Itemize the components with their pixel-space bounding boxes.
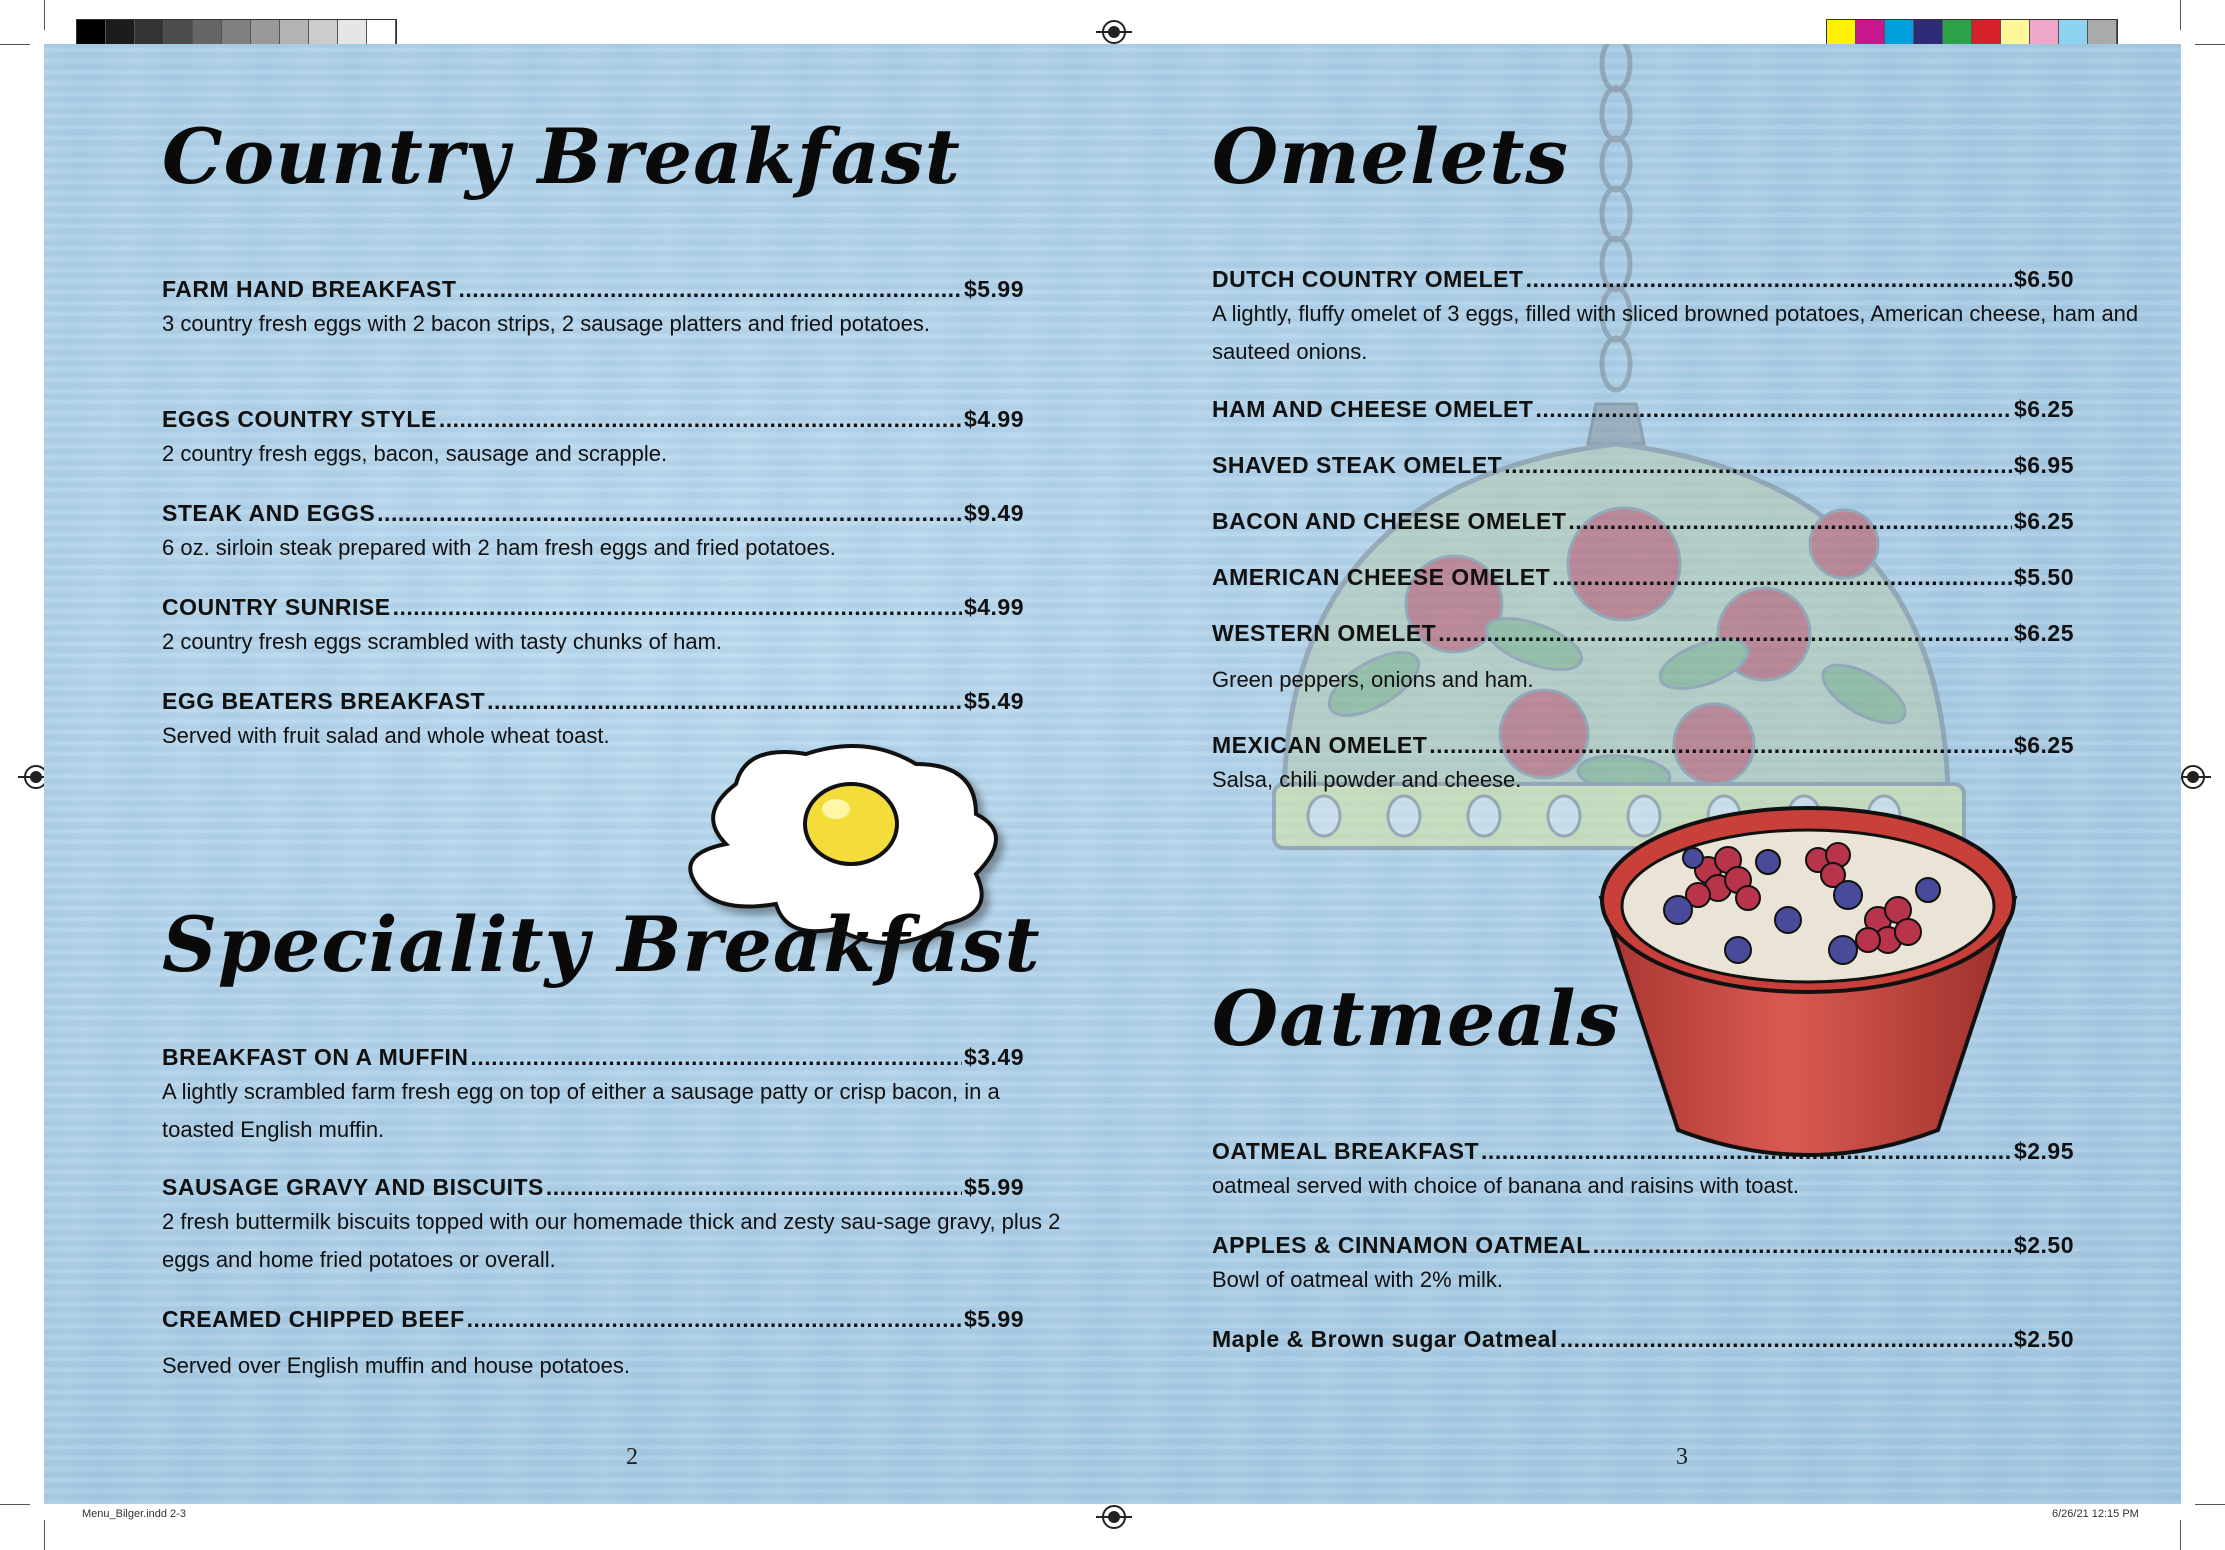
item-price: $2.95 <box>2013 1138 2074 1164</box>
file-slug: Menu_Bilger.indd 2-3 <box>82 1508 186 1520</box>
crop-mark <box>2195 44 2225 45</box>
dot-leader <box>1560 1326 2012 1353</box>
item-description: 2 fresh buttermilk biscuits topped with our homemade thick and zesty sau-sage gravy, plus 2 eggs and home fried potatoes or overall. <box>162 1209 1061 1272</box>
item-description: A lightly scrambled farm fresh egg on top of either a sausage patty or crisp bacon, in a toasted English muffin. <box>162 1079 1000 1142</box>
menu-item <box>1212 732 2074 799</box>
dot-leader <box>458 276 961 303</box>
dot-leader <box>471 1044 962 1071</box>
dot-leader <box>1429 732 2012 759</box>
menu-item <box>1212 564 2074 591</box>
dot-leader <box>1568 508 2012 535</box>
menu-item <box>162 1174 1061 1279</box>
page-number: 3 <box>1676 1444 1688 1470</box>
registration-mark <box>2181 765 2205 789</box>
menu-item <box>1212 1326 2074 1353</box>
item-price: $3.49 <box>963 1044 1024 1070</box>
dot-leader <box>1504 452 2012 479</box>
item-name: BREAKFAST ON A MUFFIN <box>162 1044 469 1070</box>
crop-mark <box>2180 0 2181 30</box>
crop-mark <box>0 44 30 45</box>
menu-item <box>1212 508 2074 535</box>
dot-leader <box>487 688 962 715</box>
page-number: 2 <box>626 1444 638 1470</box>
item-name: SAUSAGE GRAVY AND BISCUITS <box>162 1174 544 1200</box>
crop-mark <box>0 1504 30 1505</box>
crop-mark <box>2195 1504 2225 1505</box>
item-price: $6.25 <box>2013 508 2074 534</box>
item-name: DUTCH COUNTRY OMELET <box>1212 266 1524 292</box>
menu-item <box>162 276 1024 343</box>
dot-leader <box>1535 396 2011 423</box>
item-name: Maple & Brown sugar Oatmeal <box>1212 1326 1558 1352</box>
menu-item <box>1212 396 2074 423</box>
item-name: CREAMED CHIPPED BEEF <box>162 1306 465 1332</box>
dot-leader <box>467 1306 962 1333</box>
item-description: 2 country fresh eggs scrambled with tasty chunks of ham. <box>162 629 723 654</box>
dot-leader <box>1526 266 2012 293</box>
item-price: $5.50 <box>2013 564 2074 590</box>
item-description: 2 country fresh eggs, bacon, sausage and scrapple. <box>162 441 668 466</box>
item-description: 3 country fresh eggs with 2 bacon strips, 2 sausage platters and fried potatoes. <box>162 311 931 336</box>
item-description: Served over English muffin and house potatoes. <box>162 1353 631 1378</box>
menu-spread <box>44 44 2181 1504</box>
menu-item <box>1212 1138 2074 1205</box>
item-price: $5.99 <box>963 276 1024 302</box>
item-name: COUNTRY SUNRISE <box>162 594 391 620</box>
registration-mark <box>1102 1505 1126 1529</box>
menu-item <box>1212 1232 2074 1299</box>
dot-leader <box>1481 1138 2012 1165</box>
item-name: BACON AND CHEESE OMELET <box>1212 508 1567 534</box>
dot-leader <box>377 500 962 527</box>
item-price: $2.50 <box>2013 1326 2074 1352</box>
item-name: EGGS COUNTRY STYLE <box>162 406 437 432</box>
crop-mark <box>44 0 45 30</box>
menu-item <box>1212 452 2074 479</box>
registration-mark <box>1102 20 1126 44</box>
item-price: $6.50 <box>2013 266 2074 292</box>
menu-item <box>1212 266 2139 371</box>
item-description: oatmeal served with choice of banana and raisins with toast. <box>1212 1173 1799 1198</box>
item-price: $4.99 <box>963 406 1024 432</box>
item-price: $5.49 <box>963 688 1024 714</box>
item-description: Served with fruit salad and whole wheat toast. <box>162 723 610 748</box>
item-description: A lightly, fluffy omelet of 3 eggs, filled with sliced browned potatoes, American cheese, ham and sauteed onions. <box>1212 301 2139 364</box>
item-name: WESTERN OMELET <box>1212 620 1437 646</box>
item-name: OATMEAL BREAKFAST <box>1212 1138 1480 1164</box>
menu-item <box>162 594 1024 661</box>
item-price: $2.50 <box>2013 1232 2074 1258</box>
item-price: $6.95 <box>2013 452 2074 478</box>
dot-leader <box>1552 564 2012 591</box>
menu-item <box>162 1044 1024 1149</box>
dot-leader <box>393 594 962 621</box>
dot-leader <box>546 1174 962 1201</box>
item-name: MEXICAN OMELET <box>1212 732 1428 758</box>
crop-mark <box>44 1520 45 1550</box>
item-name: APPLES & CINNAMON OATMEAL <box>1212 1232 1591 1258</box>
oatmeal-bowl-illustration <box>1588 800 2028 1180</box>
item-name: SHAVED STEAK OMELET <box>1212 452 1503 478</box>
item-price: $6.25 <box>2013 396 2074 422</box>
section-title-omelets: Omelets <box>1212 112 1570 201</box>
section-title-country-breakfast: Country Breakfast <box>162 112 961 201</box>
dot-leader <box>439 406 962 433</box>
item-name: EGG BEATERS BREAKFAST <box>162 688 486 714</box>
menu-item <box>162 406 1024 473</box>
item-price: $5.99 <box>963 1306 1024 1332</box>
item-price: $5.99 <box>963 1174 1024 1200</box>
dot-leader <box>1438 620 2012 647</box>
menu-item <box>162 500 1024 567</box>
item-description: Green peppers, onions and ham. <box>1212 667 1534 692</box>
menu-item <box>162 1306 1024 1385</box>
item-name: AMERICAN CHEESE OMELET <box>1212 564 1551 590</box>
item-name: STEAK AND EGGS <box>162 500 376 526</box>
item-description: Bowl of oatmeal with 2% milk. <box>1212 1267 1503 1292</box>
item-description: Salsa, chili powder and cheese. <box>1212 767 1522 792</box>
dot-leader <box>1593 1232 2012 1259</box>
item-price: $9.49 <box>963 500 1024 526</box>
item-price: $6.25 <box>2013 620 2074 646</box>
item-price: $4.99 <box>963 594 1024 620</box>
item-price: $6.25 <box>2013 732 2074 758</box>
menu-item <box>162 688 1024 755</box>
section-title-speciality-breakfast: Speciality Breakfast <box>162 900 1041 989</box>
item-description: 6 oz. sirloin steak prepared with 2 ham fresh eggs and fried potatoes. <box>162 535 836 560</box>
date-slug: 6/26/21 12:15 PM <box>2052 1508 2139 1520</box>
item-name: HAM AND CHEESE OMELET <box>1212 396 1534 422</box>
section-title-oatmeals: Oatmeals <box>1212 974 1621 1063</box>
item-name: FARM HAND BREAKFAST <box>162 276 457 302</box>
crop-mark <box>2180 1520 2181 1550</box>
menu-item <box>1212 620 2074 699</box>
